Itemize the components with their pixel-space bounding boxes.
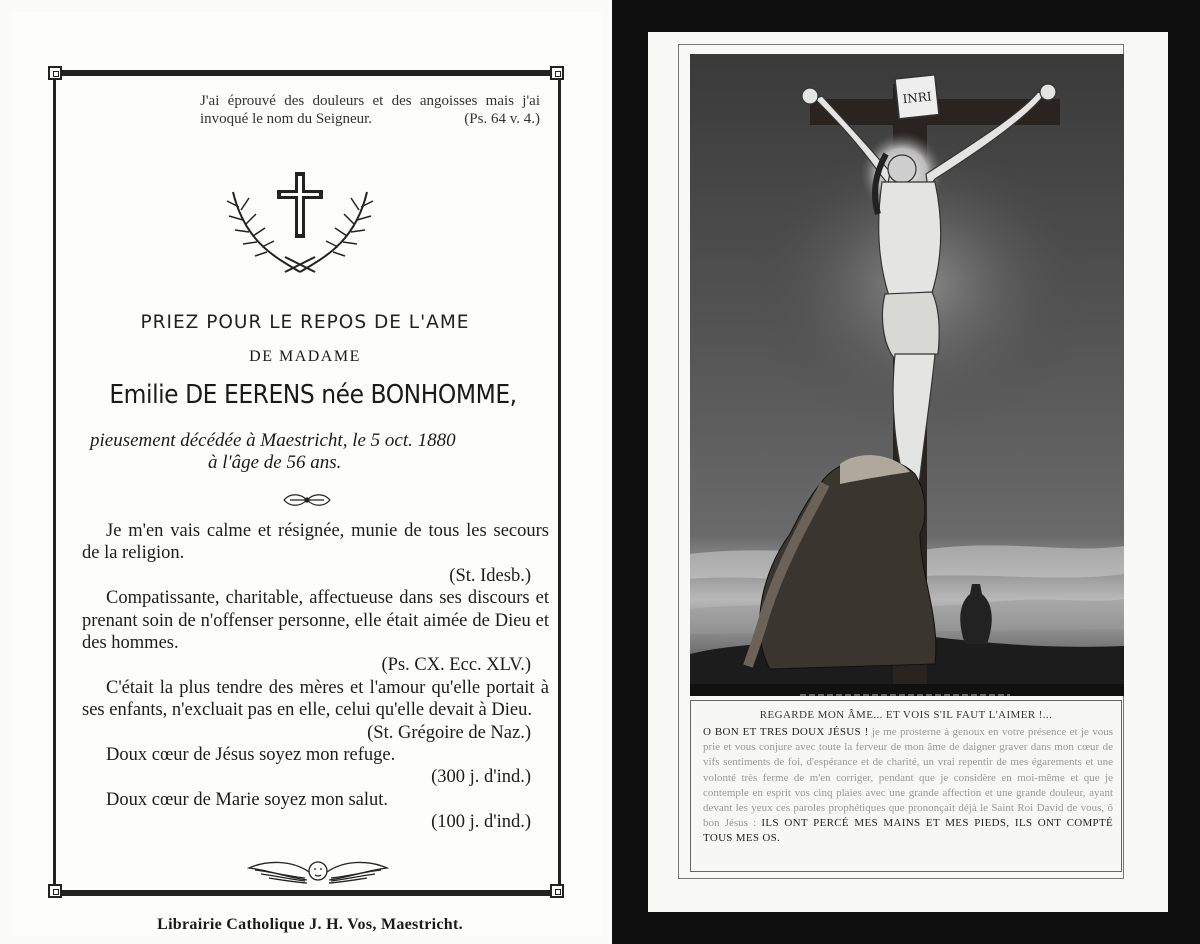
- paragraph-source: (100 j. d'ind.): [431, 812, 531, 833]
- cross-with-palm-branches-icon: [215, 162, 385, 282]
- paragraph-text: Doux cœur de Jésus soyez mon refuge.: [106, 745, 396, 766]
- epigraph: [200, 92, 540, 128]
- engraving-caption-line: [690, 692, 1124, 698]
- leaf-ornament-icon: [280, 492, 334, 508]
- printer-imprint: Librairie Catholique J. H. Vos, Maestricht.: [157, 916, 463, 933]
- memorial-card-front: [10, 12, 602, 936]
- paragraph-text: Compatissante, charitable, affectueuse dans ses discours et prenant soin de n'offenser personne, elle était aimée de Dieu et des hommes.: [82, 588, 549, 654]
- frame-corner-ornament: [550, 66, 564, 80]
- inri-inscription: INRI: [901, 89, 933, 107]
- prayer-title: REGARDE MON ÂME... ET VOIS S'IL FAUT L'AIMER !...: [759, 709, 1053, 721]
- death-date-line: pieusement décédée à Maestricht, le 5 oct. 1880: [90, 430, 456, 451]
- prayer-box: [690, 700, 1122, 872]
- paragraph-text: Doux cœur de Marie soyez mon salut.: [106, 789, 389, 810]
- paragraph-text: Je m'en vais calme et résignée, munie de tous les secours de la religion.: [82, 521, 549, 564]
- winged-cherub-icon: [247, 854, 389, 890]
- card-white-panel: [648, 32, 1168, 912]
- epigraph-reference: (Ps. 64 v. 4.): [464, 111, 540, 127]
- epigraph-text: J'ai éprouvé des douleurs et des angoisses mais j'ai invoqué le nom du Seigneur.: [200, 93, 540, 127]
- prayer-end: ILS ONT PERCÉ MES MAINS ET MES PIEDS, ILS ONT COMPTÉ TOUS MES OS.: [703, 817, 1114, 845]
- frame-corner-ornament: [550, 884, 564, 898]
- paragraph-source: (St. Grégoire de Naz.): [367, 722, 531, 743]
- prayer-text: je me prosterne à genoux en votre présence et je vous prie et vous conjure avec toute la ferveur de mon âme de daigner graver dans mon cœur de vifs sentiments de foi, d'espérance et de charité, un vrai repentir de mes égarements et une volonté très ferme de m'en corriger, pendant que je considère en moi-même et que je contemple en esprit vos cinq plaies avec une grande affection et une grande douleur, ayant devant les yeux ces paroles prophétiques que prononçait déjà le Saint Roi David de vous, ô bon Jésus :: [703, 726, 1113, 830]
- death-notice: [90, 430, 550, 474]
- paragraph-source: (St. Idesb.): [449, 565, 531, 586]
- paragraph-source: (300 j. d'ind.): [431, 767, 531, 788]
- madame-label: DE MADAME: [249, 348, 361, 365]
- prayer-lead: O BON ET TRES DOUX JÉSUS !: [703, 726, 869, 738]
- deceased-name: Emilie DE EERENS née BONHOMME,: [109, 380, 517, 410]
- death-age-line: à l'âge de 56 ans.: [208, 452, 342, 473]
- crucifixion-engraving-icon: [690, 54, 1124, 696]
- memorial-text: [82, 520, 549, 834]
- paragraph-text: C'était la plus tendre des mères et l'amour qu'elle portait à ses enfants, n'excluait pas en elle, celui qu'elle devait à Dieu.: [82, 677, 549, 721]
- frame-corner-ornament: [48, 884, 62, 898]
- memorial-card-back: [612, 0, 1200, 944]
- frame-corner-ornament: [48, 66, 62, 80]
- prayer-heading: PRIEZ POUR LE REPOS DE L'AME: [140, 312, 470, 333]
- paragraph-source: (Ps. CX. Ecc. XLV.): [381, 655, 531, 676]
- prayer-body: [703, 725, 1113, 847]
